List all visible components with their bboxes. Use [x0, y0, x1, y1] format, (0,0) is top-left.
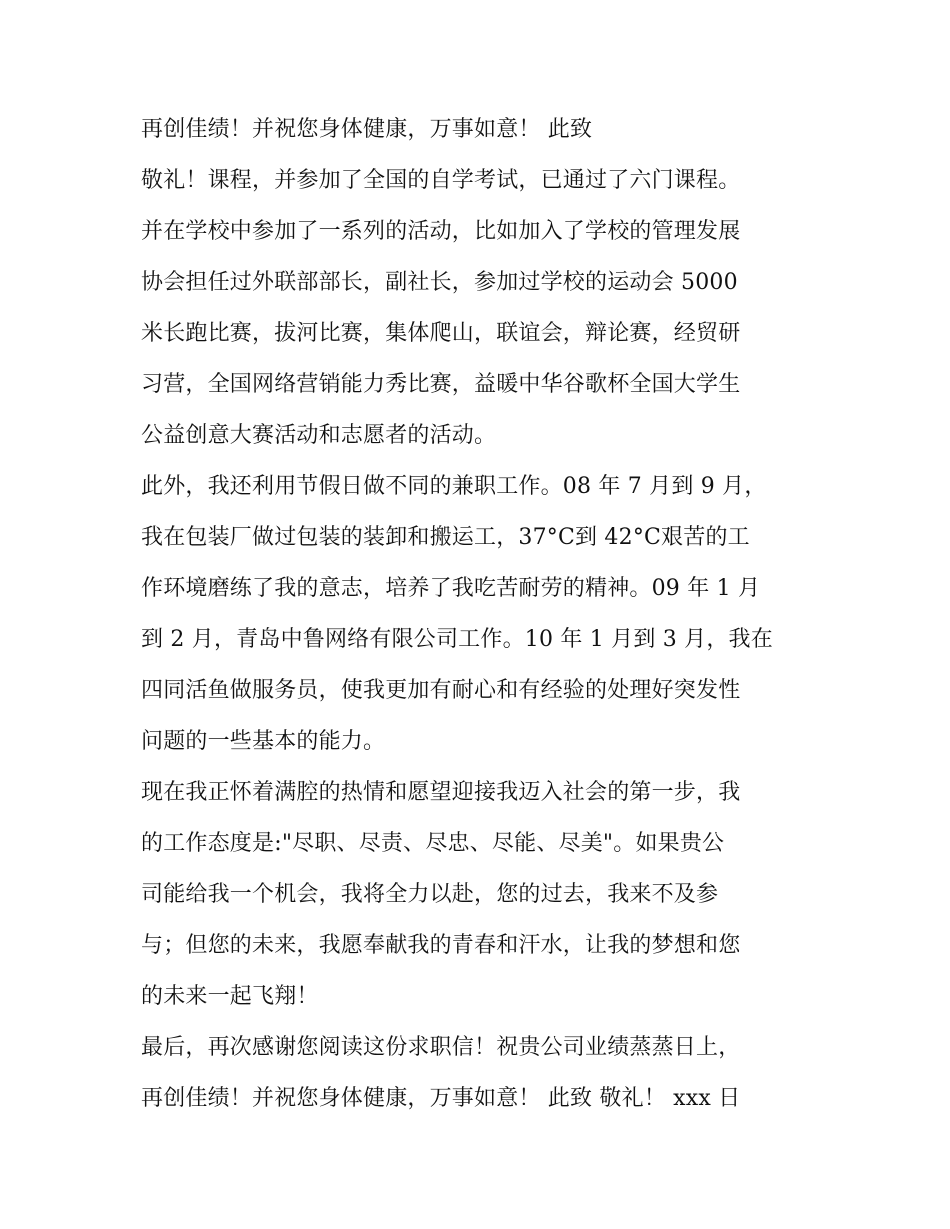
text-line: 米长跑比赛，拔河比赛，集体爬山，联谊会，辩论赛，经贸研 [141, 321, 741, 346]
text-line: 并在学校中参加了一系列的活动，比如加入了学校的管理发展 [141, 219, 741, 244]
text-line: 公益创意大赛活动和志愿者的活动。 [141, 423, 497, 448]
text-line: 此外，我还利用节假日做不同的兼职工作。08 年 7 月到 9 月， [141, 474, 767, 499]
text-line: 我在包装厂做过包装的装卸和搬运工，37°C到 42°C艰苦的工 [141, 525, 750, 550]
text-line: 协会担任过外联部部长，副社长，参加过学校的运动会 5000 [141, 270, 738, 295]
text-line: 习营，全国网络营销能力秀比赛，益暖中华谷歌杯全国大学生 [141, 372, 741, 397]
text-line: 司能给我一个机会，我将全力以赴，您的过去，我来不及参 [141, 882, 719, 907]
text-line: 的未来一起飞翔！ [141, 984, 319, 1009]
text-line: 的工作态度是:"尽职、尽责、尽忠、尽能、尽美"。如果贵公 [141, 831, 725, 856]
text-line: 作环境磨练了我的意志，培养了我吃苦耐劳的精神。09 年 1 月 [141, 576, 761, 601]
text-line: 问题的一些基本的能力。 [141, 729, 386, 754]
text-line: 四同活鱼做服务员，使我更加有耐心和有经验的处理好突发性 [141, 678, 741, 703]
text-line: 再创佳绩！并祝您身体健康，万事如意！ 此致 [141, 117, 593, 142]
text-line: 到 2 月，青岛中鲁网络有限公司工作。10 年 1 月到 3 月，我在 [141, 627, 773, 652]
text-line: 敬礼！课程，并参加了全国的自学考试，已通过了六门课程。 [141, 168, 741, 193]
letter-body [141, 104, 821, 1124]
text-line: 与；但您的未来，我愿奉献我的青春和汗水，让我的梦想和您 [141, 933, 741, 958]
text-line: 再创佳绩！并祝您身体健康，万事如意！ 此致 敬礼！ xxx 日 [141, 1086, 741, 1111]
text-line: 最后，再次感谢您阅读这份求职信！祝贵公司业绩蒸蒸日上， [141, 1035, 741, 1060]
text-line: 现在我正怀着满腔的热情和愿望迎接我迈入社会的第一步，我 [141, 780, 741, 805]
